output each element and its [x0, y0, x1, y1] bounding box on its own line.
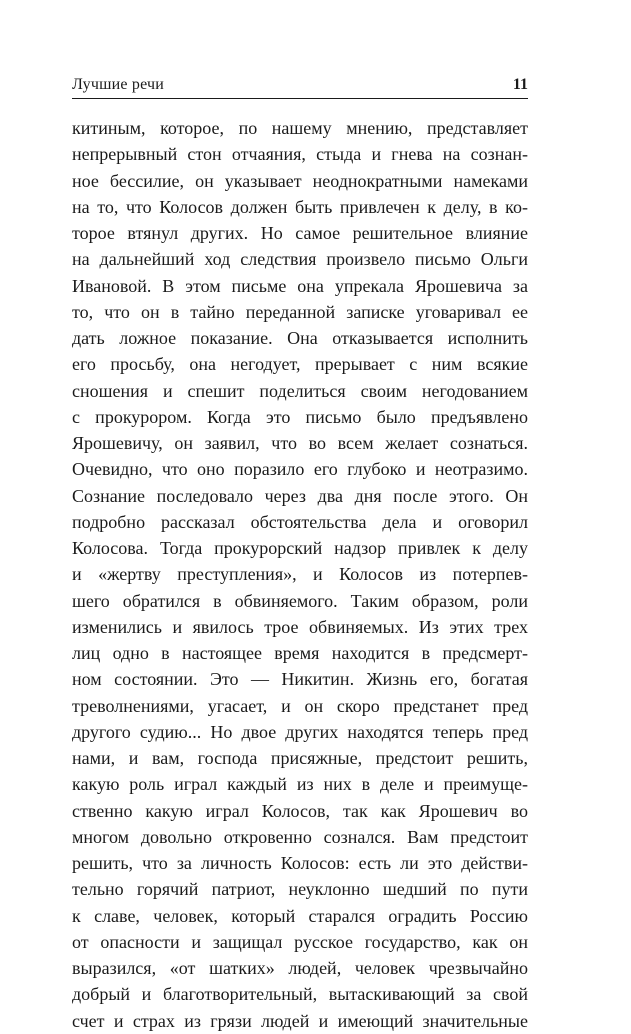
text-line: другого судию... Но двое других находятся теперь пред [72, 721, 528, 742]
text-line: к славе, человек, который старался оградить Россию [72, 905, 528, 926]
text-line: на то, что Колосов должен быть привлечен к делу, в ко- [72, 196, 528, 217]
text-line: ное бессилие, он указывает неоднократными намеками [72, 170, 528, 191]
text-line: ственно какую играл Колосов, так как Ярошевич во [72, 800, 528, 821]
text-line: китиным, которое, по нашему мнению, представляет [72, 118, 528, 138]
text-line: треволнениями, угасает, и он скоро предстанет пред [72, 695, 528, 716]
text-line: подробно рассказал обстоятельства дела и оговорил [72, 511, 528, 532]
text-line: тельно горячий патриот, неуклонно шедший по пути [72, 879, 528, 900]
text-line: счет и страх из грязи людей и имеющий значительные [72, 1010, 528, 1031]
header-rule [72, 98, 528, 99]
text-line: Сознание последовало через два дня после этого. Он [72, 485, 528, 506]
running-title: Лучшие речи [72, 76, 164, 93]
running-head [72, 76, 528, 98]
text-line: и «жертву преступления», и Колосов из потерпев- [72, 564, 528, 585]
text-line: шего обратился в обвиняемого. Таким образом, роли [72, 590, 528, 611]
text-line: то, что он в тайно переданной записке уговаривал ее [72, 301, 528, 322]
text-line: торое втянул других. Но самое решительное влияние [72, 223, 528, 243]
text-line: добрый и благотворительный, вытаскивающий за свой [72, 984, 528, 1005]
text-line: какую роль играл каждый из них в деле и преимуще- [72, 774, 528, 795]
text-line: с прокурором. Когда это письмо было предъявлено [72, 406, 528, 427]
text-line: Ивановой. В этом письме она упрекала Ярошевича за [72, 275, 528, 296]
text-line: Колосова. Тогда прокурорский надзор привлек к делу [72, 538, 528, 558]
text-line: непрерывный стон отчаяния, стыда и гнева на сознан- [72, 144, 528, 165]
text-line: его просьбу, она негодует, прерывает с ним всякие [72, 354, 528, 375]
text-line: от опасности и защищал русское государство, как он [72, 931, 528, 952]
text-line: лиц одно в настоящее время находится в предсмерт- [72, 643, 528, 663]
text-line: сношения и спешит поделиться своим негодованием [72, 380, 528, 401]
text-line: решить, что за личность Колосов: есть ли это действи- [72, 853, 528, 873]
text-line: многом довольно откровенно сознался. Вам предстоит [72, 826, 528, 847]
text-line: нами, и вам, господа присяжные, предстоит решить, [72, 748, 528, 768]
text-line: ном состоянии. Это — Никитин. Жизнь его, богатая [72, 669, 528, 690]
page-number: 11 [512, 76, 528, 93]
text-line: изменились и явилось трое обвиняемых. Из этих трех [72, 616, 528, 637]
text-line: Ярошевичу, он заявил, что во всем желает сознаться. [72, 433, 528, 453]
text-line: Очевидно, что оно поразило его глубоко и неотразимо. [72, 459, 528, 480]
text-line: выразился, «от шатких» людей, человек чрезвычайно [72, 958, 528, 978]
text-line: на дальнейший ход следствия произвело письмо Ольги [72, 249, 528, 270]
text-line: дать ложное показание. Она отказывается исполнить [72, 328, 528, 348]
body-paragraph [72, 115, 528, 1034]
